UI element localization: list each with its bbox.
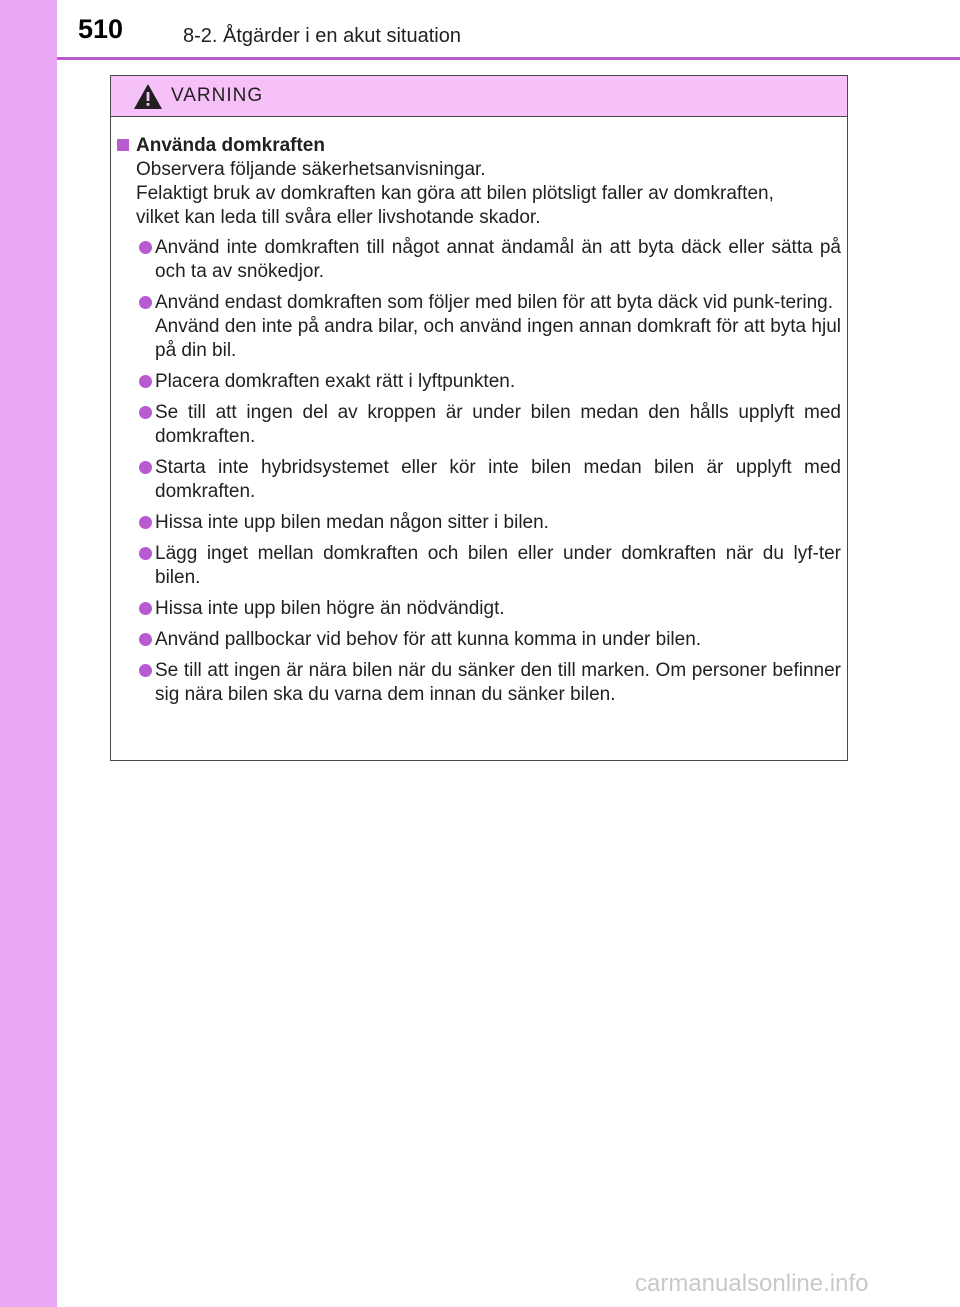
bullet-text: Se till att ingen är nära bilen när du sänker den till marken. Om personer befinner sig nära bilen ska du varna dem innan du sänker bilen. (155, 660, 841, 705)
bullet-item (111, 659, 849, 707)
bullet-dot-icon (139, 547, 152, 560)
bullet-dot-icon (139, 633, 152, 646)
bullet-dot-icon (139, 664, 152, 677)
bullet-item (111, 542, 849, 590)
section-heading (111, 134, 849, 158)
bullet-text: Se till att ingen del av kroppen är under bilen medan den hålls upplyft med domkraften. (155, 402, 841, 447)
heading-text: Använda domkraften (136, 135, 325, 156)
bullet-item (111, 456, 849, 504)
bullet-dot-icon (139, 461, 152, 474)
bullet-text: Starta inte hybridsystemet eller kör inte bilen medan bilen är upplyft med domkraften. (155, 457, 841, 502)
section-title: 8-2. Åtgärder i en akut situation (183, 25, 461, 47)
bullet-item (111, 291, 849, 315)
square-bullet-icon (117, 139, 129, 151)
bullet-item (111, 370, 849, 394)
warning-box (110, 75, 848, 761)
bullet-text: Använd inte domkraften till något annat ändamål än att byta däck eller sätta på och ta av snökedjor. (155, 237, 841, 282)
bullet-item (111, 511, 849, 535)
bullet-continuation (111, 315, 849, 363)
bullet-text: Använd den inte på andra bilar, och använd ingen annan domkraft för att byta hjul på din bil. (155, 316, 841, 361)
warning-triangle-icon (133, 83, 163, 110)
watermark: carmanualsonline.info (635, 1270, 869, 1297)
warning-header (111, 76, 847, 117)
bullet-dot-icon (139, 241, 152, 254)
warning-content (111, 134, 849, 714)
bullet-text: Använd endast domkraften som följer med bilen för att byta däck vid punk-tering. (155, 292, 834, 313)
bullet-dot-icon (139, 296, 152, 309)
intro-line: Felaktigt bruk av domkraften kan göra att bilen plötsligt faller av domkraften, (136, 183, 774, 204)
bullet-list (111, 236, 849, 707)
bullet-text: Hissa inte upp bilen högre än nödvändigt. (155, 598, 505, 619)
bullet-text: Använd pallbockar vid behov för att kunna komma in under bilen. (155, 629, 702, 650)
intro-line: vilket kan leda till svåra eller livshotande skador. (136, 207, 541, 228)
bullet-item (111, 628, 849, 652)
bullet-item (111, 401, 849, 449)
page-number: 510 (78, 14, 124, 44)
bullet-text: Lägg inget mellan domkraften och bilen eller under domkraften när du lyf-ter bilen. (155, 543, 841, 588)
bullet-item (111, 597, 849, 621)
header-divider (57, 57, 960, 60)
warning-title: VARNING (171, 85, 264, 106)
bullet-dot-icon (139, 516, 152, 529)
bullet-text: Hissa inte upp bilen medan någon sitter i bilen. (155, 512, 549, 533)
left-color-band (0, 0, 57, 1307)
intro-text (111, 158, 849, 230)
intro-line: Observera följande säkerhetsanvisningar. (136, 159, 486, 180)
bullet-dot-icon (139, 602, 152, 615)
bullet-item (111, 236, 849, 284)
bullet-dot-icon (139, 375, 152, 388)
bullet-dot-icon (139, 406, 152, 419)
bullet-text: Placera domkraften exakt rätt i lyftpunkten. (155, 371, 516, 392)
